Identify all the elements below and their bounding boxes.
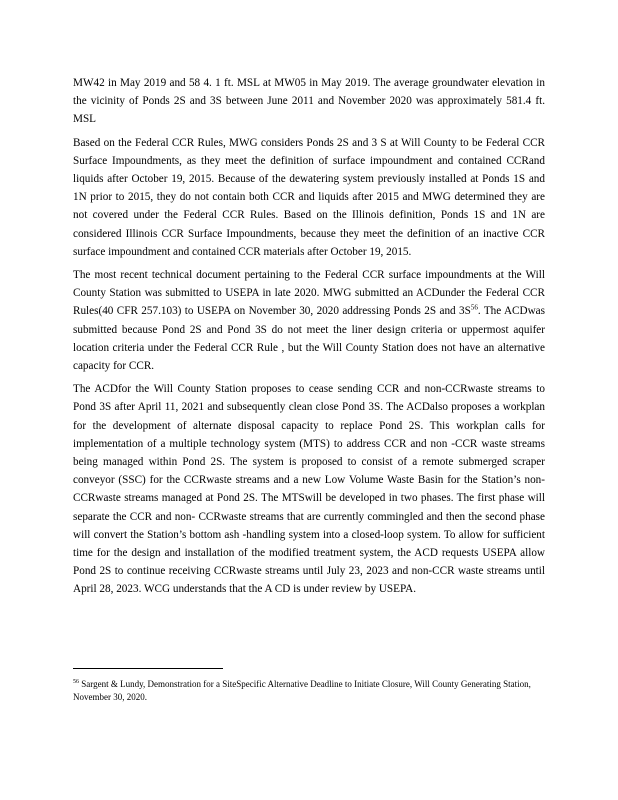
paragraph-3-text-a: The most recent technical document pertaining to the Federal CCR surface impoundments at the Will County Station was submitted to USEPA in late 2020. MWG submitted an ACDunder the Federal CCR Rules(40 CFR 257.103) to USEPA on November 30, 2020 addressing Ponds 2S and 3S	[73, 269, 545, 318]
footnote	[73, 678, 551, 703]
body-text	[73, 74, 545, 604]
footnote-divider	[73, 668, 223, 669]
footnote-reference: 56	[470, 303, 478, 312]
paragraph-3-text-b: . The ACDwas submitted because Pond 2S and Pond 3S do not meet the liner design criteria or uppermost aquifer location criteria under the Federal CCR Rule , but the Will County Station does not have an alternative capacity for CCR.	[73, 305, 545, 373]
paragraph-acd-proposal: The ACDfor the Will County Station proposes to cease sending CCR and non-CCRwaste streams to Pond 3S after April 11, 2021 and subsequently clean close Pond 3S. The ACDalso proposes a workplan for the development of alternate disposal capacity to replace Pond 2S. This workplan calls for implementation of a multiple technology system (MTS) to address CCR and non -CCR waste streams being managed within Pond 2S. The system is proposed to consist of a remote submerged scraper conveyor (SSC) for the CCRwaste streams and a new Low Volume Waste Basin for the Station’s non-CCRwaste streams managed at Pond 2S. The MTSwill be developed in two phases. The first phase will separate the CCR and non- CCRwaste streams that are currently commingled and then the second phase will convert the Station’s bottom ash -handling system into a closed-loop system. To allow for sufficient time for the design and installation of the modified treatment system, the ACD requests USEPA allow Pond 2S to continue receiving CCRwaste streams until July 23, 2023 and non-CCR waste streams until April 28, 2023. WCG understands that the A CD is under review by USEPA.	[73, 383, 545, 596]
paragraph-technical-document	[73, 266, 545, 375]
paragraph-groundwater: MW42 in May 2019 and 58 4. 1 ft. MSL at MW05 in May 2019. The average groundwater elevation in the vicinity of Ponds 2S and 3S between June 2011 and November 2020 was approximately 581.4 ft. MSL	[73, 77, 545, 126]
paragraph-federal-ccr: Based on the Federal CCR Rules, MWG considers Ponds 2S and 3 S at Will County to be Federal CCR Surface Impoundments, as they meet the definition of surface impoundment and contained CCRand liquids after October 19, 2015. Because of the dewatering system previously installed at Ponds 1S and 1N prior to 2015, they do not contain both CCR and liquids after 2015 and MWG determined they are not covered under the Federal CCR Rules. Based on the Illinois definition, Ponds 1S and 1N are considered Illinois CCR Surface Impoundments, because they meet the definition of an inactive CCR surface impoundment and contained CCR materials after October 19, 2015.	[73, 136, 545, 258]
footnote-text: Sargent & Lundy, Demonstration for a SiteSpecific Alternative Deadline to Initiate Closure, Will County Generating Station, November 30, 2020.	[73, 679, 531, 702]
footnote-number: 56	[73, 679, 79, 685]
